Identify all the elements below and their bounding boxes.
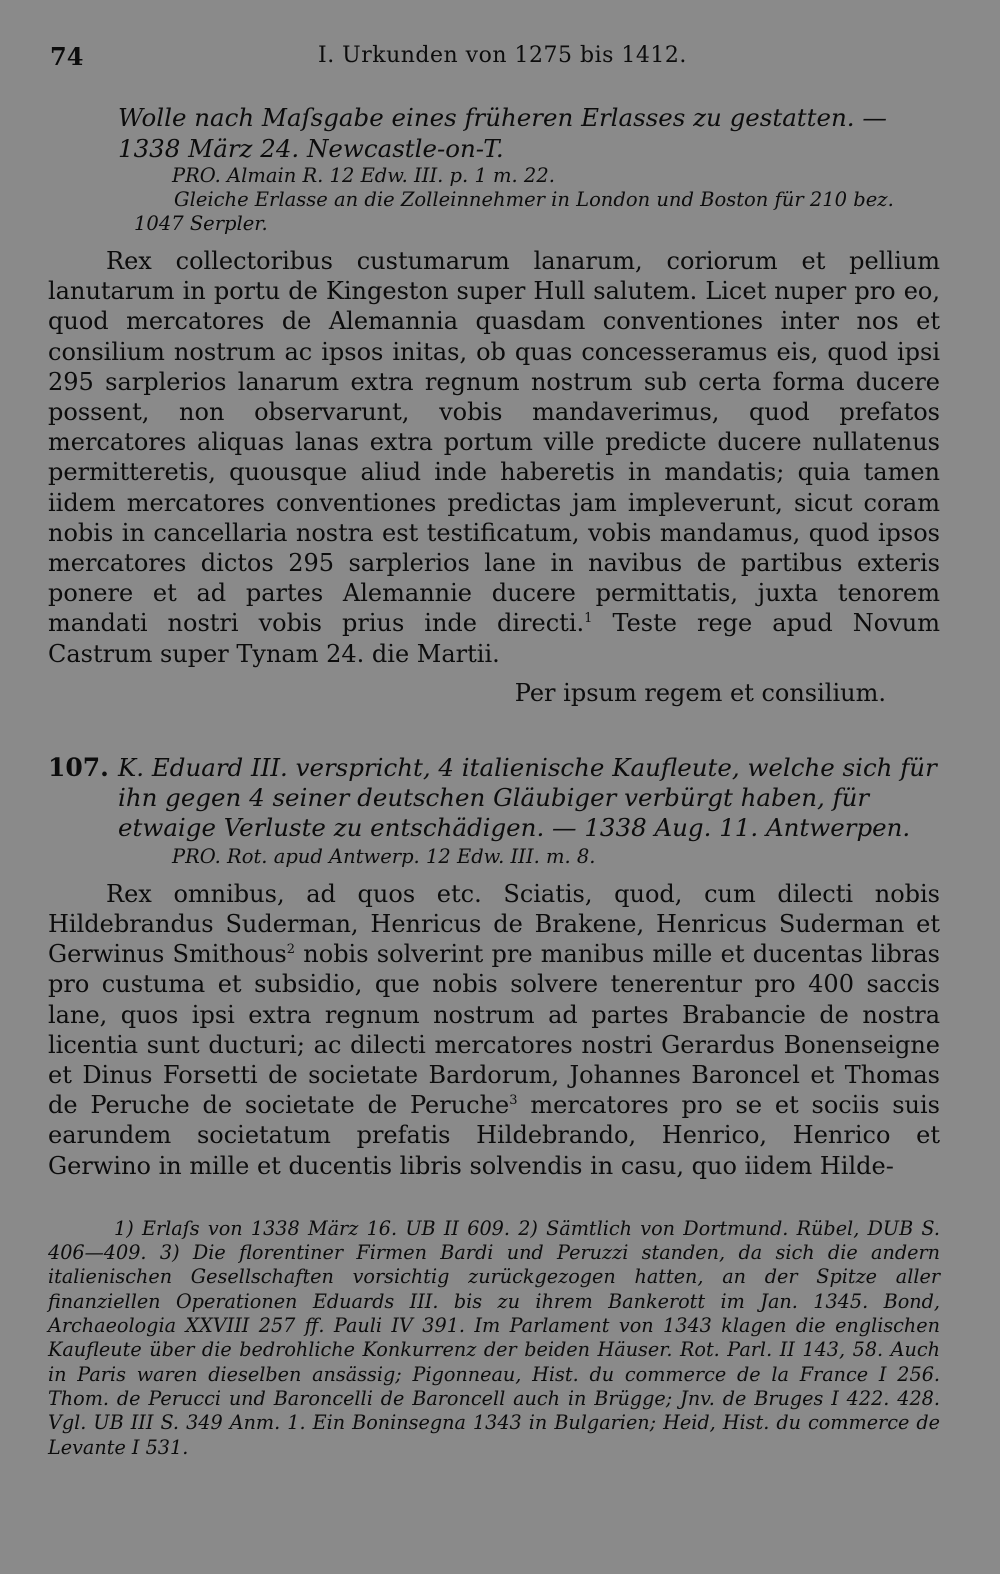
document-text-main: Rex collectoribus custumarum lanarum, coriorum et pellium lanutarum in portu de Kingeston super Hull salutem. Licet nuper pro eo, quod mercatores de Alemannia quasdam conventiones inter nos et consilium nostrum ac ipsos initas, ob quas concesseramus eis, quod ipsi 295 sarplerios lanarum extra regnum nostrum sub certa forma ducere possent, non observarunt, vobis mandaverimus, quod prefatos mercatores aliquas lanas extra portum ville predicte ducere nullatenus permitteretis, quousque aliud inde haberetis in mandatis; quia tamen iidem mercatores conventiones predictas jam impleverunt, sicut coram nobis in cancellaria nostra est testificatum, vobis mandamus, quod ipsos mercatores dictos 295 sarplerios lane in navibus de partibus exteris ponere et ad partes Alemannie ducere permittatis, juxta tenorem mandati nostri vobis prius inde directi. (48, 247, 940, 638)
source-note: Gleiche Erlasse an die Zolleinnehmer in London und Boston für 210 bez. 1047 Serpler. (134, 188, 894, 235)
footnotes-text: 1) Erlaſs von 1338 März 16. UB II 609. 2) Sämtlich von Dortmund. Rübel, DUB S. 406—409. 3) Die florentiner Firmen Bardi und Peruzzi standen, da sich die andern italienischen Gesellschaften vorsichtig zurückgezogen hatten, an der Spitze aller finanziellen Operationen Eduards III. bis zu ihrem Bankerott im Jan. 1345. Bond, Archaeologia XXVIII 257 ff. Pauli IV 391. Im Parlament von 1343 klagen die englischen Kaufleute über die bedrohliche Konkurrenz der beiden Häuser. Rot. Parl. II 143, 58. Auch in Paris waren dieselben ansässig; Pigonneau, Hist. du commerce de la France I 256. Thom. de Perucci und Baroncelli de Baroncell auch in Brügge; Jnv. de Bruges I 422. 428. Vgl. UB III S. 349 Anm. 1. Ein Boninsegna 1343 in Bulgarien; Heid, Hist. du commerce de Levante I 531. (48, 1216, 940, 1459)
document-107-heading (48, 753, 940, 843)
running-title: I. Urkunden von 1275 bis 1412. (318, 43, 687, 68)
text-part-b: nobis solverint pre manibus mille et ducentas libras pro custuma et subsidio, que nobis solvere tenerentur pro 400 saccis lane, quos ipsi extra regnum nostrum ad partes Brabancie de nostra licentia sunt ducturi; ac dilecti mercatores nostri Gerardus Bonenseigne et Dinus Forsetti de societate Bardorum, Johannes Baroncel et Thomas de Peruche de societate de Peruche (48, 940, 940, 1120)
document-107-source: PRO. Rot. apud Antwerp. 12 Edw. III. m. 8. (172, 844, 596, 868)
footnote-mark-3: 3 (509, 1093, 518, 1109)
text-part-a: Rex omnibus, ad quos etc. Sciatis, quod, cum dilecti nobis Hildebrandus Suderman, Henricus de Brakene, Henricus Suderman et Gerwinus Smithous (48, 879, 940, 969)
footnote-mark-2: 2 (286, 942, 296, 958)
document-text-end: Teste rege apud Novum Castrum super Tynam 24. die Martii. (48, 609, 941, 668)
page-number: 74 (50, 42, 84, 71)
text-part-c: mercatores pro se et sociis suis earundem societatum prefatis Hildebrando, Henrico, Henrico et Gerwino in mille et ducentis libris solvendis in casu, quo iidem Hilde- (48, 1091, 940, 1180)
document-title: K. Eduard III. verspricht, 4 italienische Kaufleute, welche sich für ihn gegen 4 seiner deutschen Gläubiger verbürgt haben, für etwaige Verluste zu entschädigen. — 1338 Aug. 11. Antwerpen. (118, 752, 937, 842)
document-number: 107. (48, 752, 109, 782)
document-107-text (48, 879, 940, 1181)
source-reference: PRO. Almain R. 12 Edw. III. p. 1 m. 22. (172, 164, 555, 187)
document-text (48, 246, 940, 669)
running-header (48, 38, 940, 78)
book-page (48, 38, 940, 1460)
footnote-mark: 1 (584, 611, 593, 627)
signature-line: Per ipsum regem et consilium. (514, 678, 886, 707)
previous-document-heading: Wolle nach Maſsgabe eines früheren Erlasses zu gestatten. — 1338 März 24. Newcastle-on-T. (118, 103, 887, 163)
footnotes (48, 1217, 940, 1460)
